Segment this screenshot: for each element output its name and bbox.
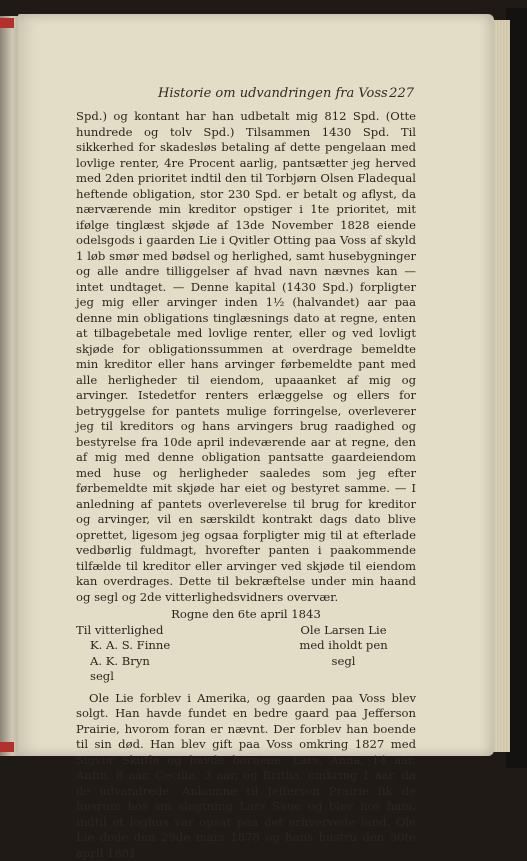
signer-note: med iholdt pen <box>271 638 416 654</box>
page-body <box>76 109 416 861</box>
signer-name: Ole Larsen Lie <box>271 623 416 639</box>
witness-column <box>76 623 241 685</box>
closing-paragraph: Ole Lie forblev i Amerika, og gaarden paa Voss blev solgt. Han havde fundet en bedre gaard paa Jefferson Prairie, hvorom foran er nævnt. Der forblev han boende til sin død. Han blev gift paa Voss omkring 1827 med Sigvor Skutle og havde børnene: Lars, Anna, 14 aar, Anfin, 8 aar, Cecilia, 3 aar, og Britha, omkring 1 aar, da de udvandrede. Ankomne til Jefferson Prairie fik de husrum hos sin slegtning Lars Saue og blev hos ham, indtil et loghus var opsat paa det erhvervede land. Ole Lie døde den 29de mars 1878 og hans hustru den 30te april 1881. <box>76 691 416 861</box>
signer-seal-label: segl <box>271 654 416 670</box>
signature-block <box>76 623 416 685</box>
signer-column <box>251 623 416 685</box>
witness-heading: Til vitterlighed <box>76 623 241 639</box>
signature-date: Rogne den 6te april 1843 <box>76 607 416 623</box>
witness-seal-label: segl <box>76 669 241 685</box>
running-header <box>76 86 414 106</box>
main-paragraph: Spd.) og kontant har han udbetalt mig 812 Spd. (Otte hundrede og tolv Spd.) Tilsammen 1430 Spd. Til sikkerhed for skadesløs betaling af dette pengelaan med lovlige renter, 4re Procent aarlig, pantsætter jeg herved med 2den prioritet indtil den til Torbjørn Olsen Fladequal heftende obligation, stor 230 Spd. er betalt og aflyst, da nærværende min kreditor opstiger i 1te prioritet, mit ifølge tinglæst skjøde af 13de November 1828 eiende odelsgods i gaarden Lie i Qvitler Otting paa Voss af skyld 1 løb smør med bødsel og herlighed, samt husebygninger og alle andre tilliggelser af hvad navn nævnes kan — intet undtaget. — Denne kapital (1430 Spd.) forpligter jeg mig eller arvinger inden 1½ (halvandet) aar paa denne min obligations tinglæsnings dato at regne, enten at tilbagebetale med lovlige renter, eller og ved lovligt skjøde for obligationssummen at overdrage bemeldte min kreditor eller hans arvinger førbemeldte pant med alle herligheder til eiendom, upaaanket af mig og arvinger. Istedetfor renters erlæggelse og ellers for betryggelse for pantets mulige forringelse, overleverer jeg til kreditors og hans arvingers brug raadighed og bestyrelse fra 10de april indeværende aar at regne, den af mig med denne obligation pantsatte gaardeiendom med huse og herligheder saaledes som jeg efter førbemeldte mit skjøde har eiet og bestyret samme. — I anledning af pantets overleverelse til brug for kreditor og arvinger, vil en særskildt kontrakt dags dato blive oprettet, ligesom jeg ogsaa forpligter mig til at efterlade vedbørlig fuldmagt, hvorefter panten i paakommende tilfælde til kreditor eller arvinger ved skjøde til eiendom kan overdrages. Dette til bekræftelse under min haand og segl og 2de vitterlighedsvidners overvær. <box>76 109 416 605</box>
witness-name: K. A. S. Finne <box>76 638 241 654</box>
red-bookmark-top <box>0 18 14 28</box>
page-number: 227 <box>389 86 414 101</box>
witness-name: A. K. Bryn <box>76 654 241 670</box>
red-bookmark-bottom <box>0 742 14 752</box>
running-title: Historie om udvandringen fra Voss <box>158 86 388 101</box>
